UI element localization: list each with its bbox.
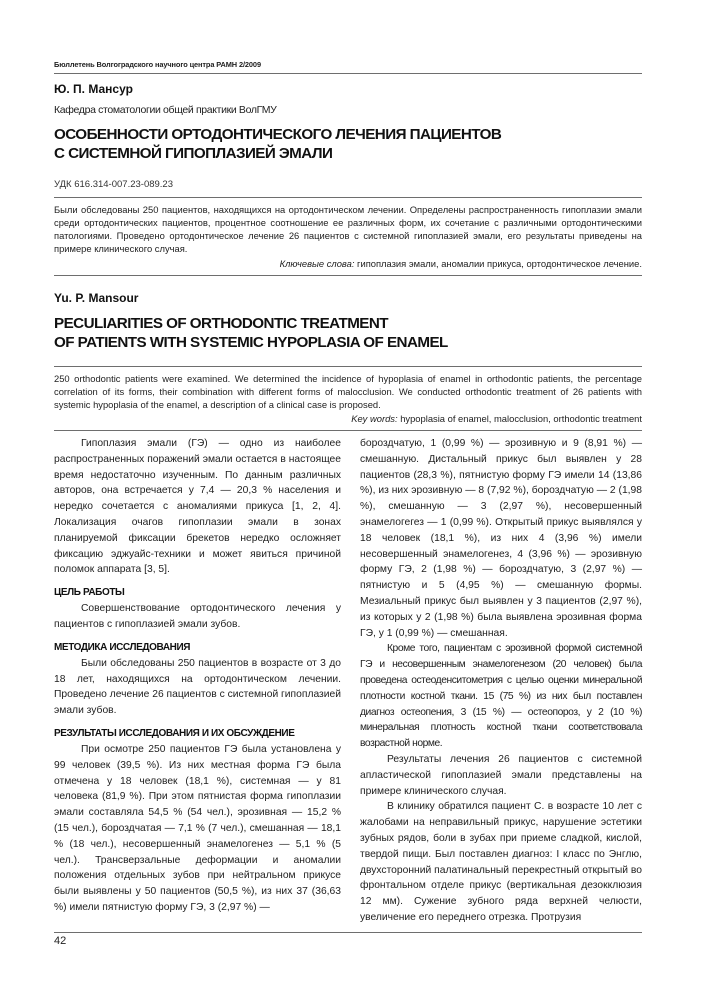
header-divider: [54, 73, 642, 74]
abstract-en: 250 orthodontic patients were examined. We determined the incidence of hypoplasia of enamel in orthodontic patients, the percentage correlation of its forms, their combination with different forms of malocclusion. We conducted orthodontic treatment of 26 patients with systemic hypoplasia of the enamel, a description of a clinical case is proposed.: [54, 373, 642, 411]
footer-divider: [54, 932, 642, 933]
results-paragraph-1-continued: бороздчатую, 1 (0,99 %) — эрозивную и 9 (8,91 %) — смешанную. Дистальный прикус был выявлен у 28 пациентов (28,3 %), пятнистую форму ГЭ имели 14 (13,86 %), из них эрозивную — 8 (7,92 %), бороздчатую — 2 (1,98 %), смешанную — 3 (2,97 %), несовершенный энамелогегез — 1 (0,99 %). Открытый прикус выявлялся у 18 человек (18,1 %), из них 4 (3,96 %) имели несовершенный энамелогенез, 4 (3,96 %) — эрозивную форму ГЭ, 2 (1,98 %) — бороздчатую, 3 (2,97 %) — пятнистую и 5 (4,95 %) — смешанную формы. Мезиальный прикус был выявлен у 3 пациентов (2,97 %), из которых у 2 (1,98 %) была выявлена эрозивная форма ГЭ, у 1 (0,99 %) — смешанная.: [360, 438, 642, 639]
abstract-ru-divider: [54, 197, 642, 198]
body-column-left: [54, 436, 341, 916]
abstract-en-divider: [54, 366, 642, 367]
title-en-line2: OF PATIENTS WITH SYSTEMIC HYPOPLASIA OF ENAMEL: [54, 333, 448, 351]
journal-header: Бюллетень Волгоградского научного центра РАМН 2/2009: [54, 60, 261, 69]
body-column-right: [360, 436, 642, 926]
abstract-ru: Были обследованы 250 пациентов, находящихся на ортодонтическом лечении. Определены распространенность гипоплазии эмали среди ортодонтических пациентов, процентное соотношение ее различных форм, их сочетание с различными ортодонтическими патологиями. Проведено ортодонтическое лечение 26 пациентов с системной гипоплазией эмали, его результаты приведены на примере клинического случая.: [54, 204, 642, 255]
en-section-end-divider: [54, 430, 642, 431]
affiliation-ru: Кафедра стоматологии общей практики ВолГМУ: [54, 104, 277, 116]
intro-paragraph: Гипоплазия эмали (ГЭ) — одно из наиболее распространенных поражений эмали остается в настоящее время недостаточно изученным. По данным различных авторов, она встречается у 7,4 — 20,3 % населения и нередко сочетается с аномалиями прикуса [1, 2, 4]. Локализация очагов гипоплазии эмали в зонах планируемой фиксации брекетов нередко осложняет фиксацию эджуайс-техники и может явиться причиной поломок аппарата [3, 5].: [54, 438, 341, 576]
title-ru-line2: С СИСТЕМНОЙ ГИПОПЛАЗИЕЙ ЭМАЛИ: [54, 144, 333, 162]
keywords-en-text: hypoplasia of enamel, malocclusion, orthodontic treatment: [400, 413, 642, 424]
keywords-ru-text: гипоплазия эмали, аномалии прикуса, ортодонтическое лечение.: [357, 258, 642, 269]
aim-paragraph: Совершенствование ортодонтического лечения у пациентов с гипоплазией эмали зубов.: [54, 603, 341, 630]
title-ru: [54, 126, 501, 163]
results-heading: РЕЗУЛЬТАТЫ ИССЛЕДОВАНИЯ И ИХ ОБСУЖДЕНИЕ: [54, 727, 295, 739]
ru-section-end-divider: [54, 275, 642, 276]
keywords-ru-label: Ключевые слова:: [279, 258, 355, 269]
results-paragraph-1: При осмотре 250 пациентов ГЭ была установлена у 99 человек (39,5 %). Из них местная форма ГЭ была отмечена у 18 человек (18,1 %), системная — у 81 человека (81,9 %). При этом пятнистая форма гипоплазии эмали составляла 54,5 % (54 чел.), эрозивная — 15,2 % (15 чел.), бороздчатая — 7,1 % (7 чел.), смешанная — 18,1 % (18 чел.), несовершенный энамелогенез — 5,1 % (5 чел.). Трансверзальные деформации и аномалии положения отдельных зубов при нейтральном прикусе были выявлены у 50 пациентов (50,5 %), из них 37 (36,63 %) имели пятнистую форму ГЭ, 3 (2,97 %) —: [54, 743, 341, 913]
results-paragraph-3: Результаты лечения 26 пациентов с системной апластической гипоплазией эмали представлены на примере клинического случая.: [360, 753, 642, 797]
udk-code: УДК 616.314-007.23-089.23: [54, 179, 173, 190]
keywords-en-label: Key words:: [351, 413, 398, 424]
keywords-ru: [280, 258, 642, 269]
author-ru: Ю. П. Мансур: [54, 82, 133, 96]
aim-heading: ЦЕЛЬ РАБОТЫ: [54, 587, 125, 599]
methods-paragraph: Были обследованы 250 пациентов в возрасте от 3 до 18 лет, находящихся на ортодонтическом лечении. Проведено лечение 26 пациентов с системной гипоплазией эмали зубов.: [54, 657, 342, 717]
title-ru-line1: ОСОБЕННОСТИ ОРТОДОНТИЧЕСКОГО ЛЕЧЕНИЯ ПАЦИЕНТОВ: [54, 126, 502, 143]
author-en: Yu. P. Mansour: [54, 291, 139, 305]
title-en-line1: PECULIARITIES OF ORTHODONTIC TREATMENT: [54, 315, 389, 332]
title-en: [54, 315, 448, 352]
results-paragraph-2: Кроме того, пациентам с эрозивной формой системной ГЭ и несовершенным энамелогенезом (20 человек) была проведена остеоденситометрия с целью оценки минеральной плотности костной ткани. 15 (75 %) из них был поставлен диагноз остеопения, 3 (15 %) — остеопороз, у 2 (10 %) минеральная плотность костной ткани соответствовала возрастной норме.: [360, 643, 642, 750]
clinical-case-paragraph: В клинику обратился пациент С. в возрасте 10 лет с жалобами на неправильный прикус, нарушение эстетики зубных рядов, боли в зубах при приеме сладкой, кислой, твердой пищи. Был поставлен диагноз: I класс по Энглю, двухсторонний палатинальный перекрестный открытый во фронтальном отделе прикус (вертикальная дезокклюзия 12 мм). Сужение зубного ряда верхней челюсти, увеличение его переднего отрезка. Протрузия: [360, 801, 642, 923]
keywords-en: [351, 413, 642, 424]
methods-heading: МЕТОДИКА ИССЛЕДОВАНИЯ: [54, 641, 191, 653]
page-number: 42: [54, 935, 67, 947]
